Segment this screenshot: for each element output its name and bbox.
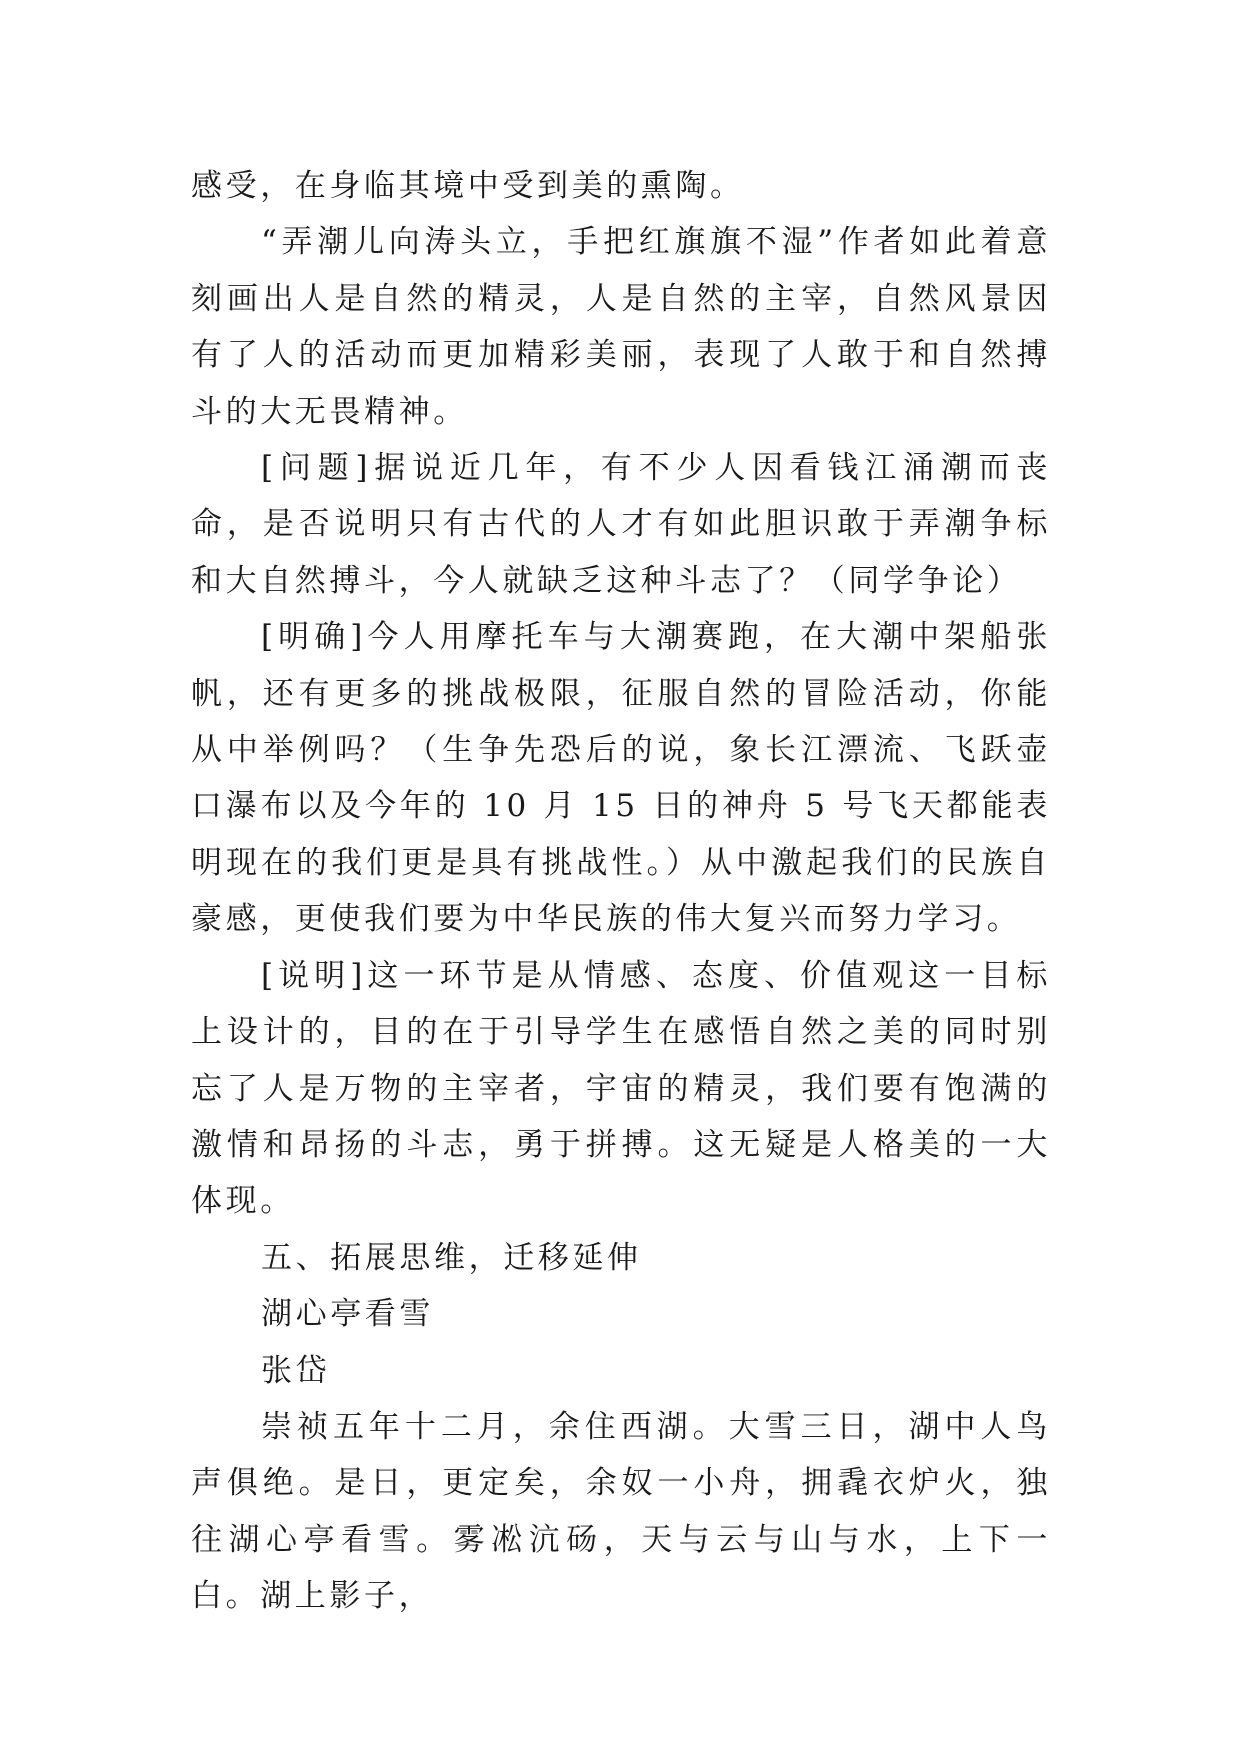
section-heading: 五、拓展思维，迁移延伸	[261, 1239, 642, 1276]
essay-title: 湖心亭看雪	[261, 1296, 434, 1333]
paragraph-explanation: [说明]这一环节是从情感、态度、价值观这一目标上设计的，目的在于引导学生在感悟自然之美的同时别忘了人是万物的主宰者，宇宙的精灵，我们要有饱满的激情和昂扬的斗志，勇于拼搏。这无疑是人格美的一大体现。	[191, 957, 1051, 1220]
paragraph-quote-analysis: “弄潮儿向涛头立，手把红旗旗不湿”作者如此着意刻画出人是自然的精灵，人是自然的主宰，自然风景因有了人的活动而更加精彩美丽，表现了人敢于和自然搏斗的大无畏精神。	[191, 224, 1051, 430]
document-body	[191, 158, 1051, 1625]
paragraph-continuation: 感受，在身临其境中受到美的熏陶。	[191, 168, 745, 204]
paragraph-question: [问题]据说近几年，有不少人因看钱江涌潮而丧命，是否说明只有古代的人才有如此胆识敢于弄潮争标和大自然搏斗，今人就缺乏这种斗志了？（同学争论）	[191, 450, 1051, 599]
essay-body: 崇祯五年十二月，余住西湖。大雪三日，湖中人鸟声俱绝。是日，更定矣，余奴一小舟，拥毳衣炉火，独往湖心亭看雪。雾凇沆砀，天与云与山与水，上下一白。湖上影子，	[191, 1408, 1051, 1615]
paragraph-clarification: [明确]今人用摩托车与大潮赛跑，在大潮中架船张帆，还有更多的挑战极限，征服自然的冒险活动，你能从中举例吗？（生争先恐后的说，象长江漂流、飞跃壶口瀑布以及今年的 10 月 15 日的神舟 5 号飞天都能表明现在的我们更是具有挑战性。）从中激起我们的民族自豪感，更使我们要为中华民族的伟大复兴而努力学习。	[191, 619, 1051, 938]
essay-author: 张岱	[261, 1352, 331, 1389]
